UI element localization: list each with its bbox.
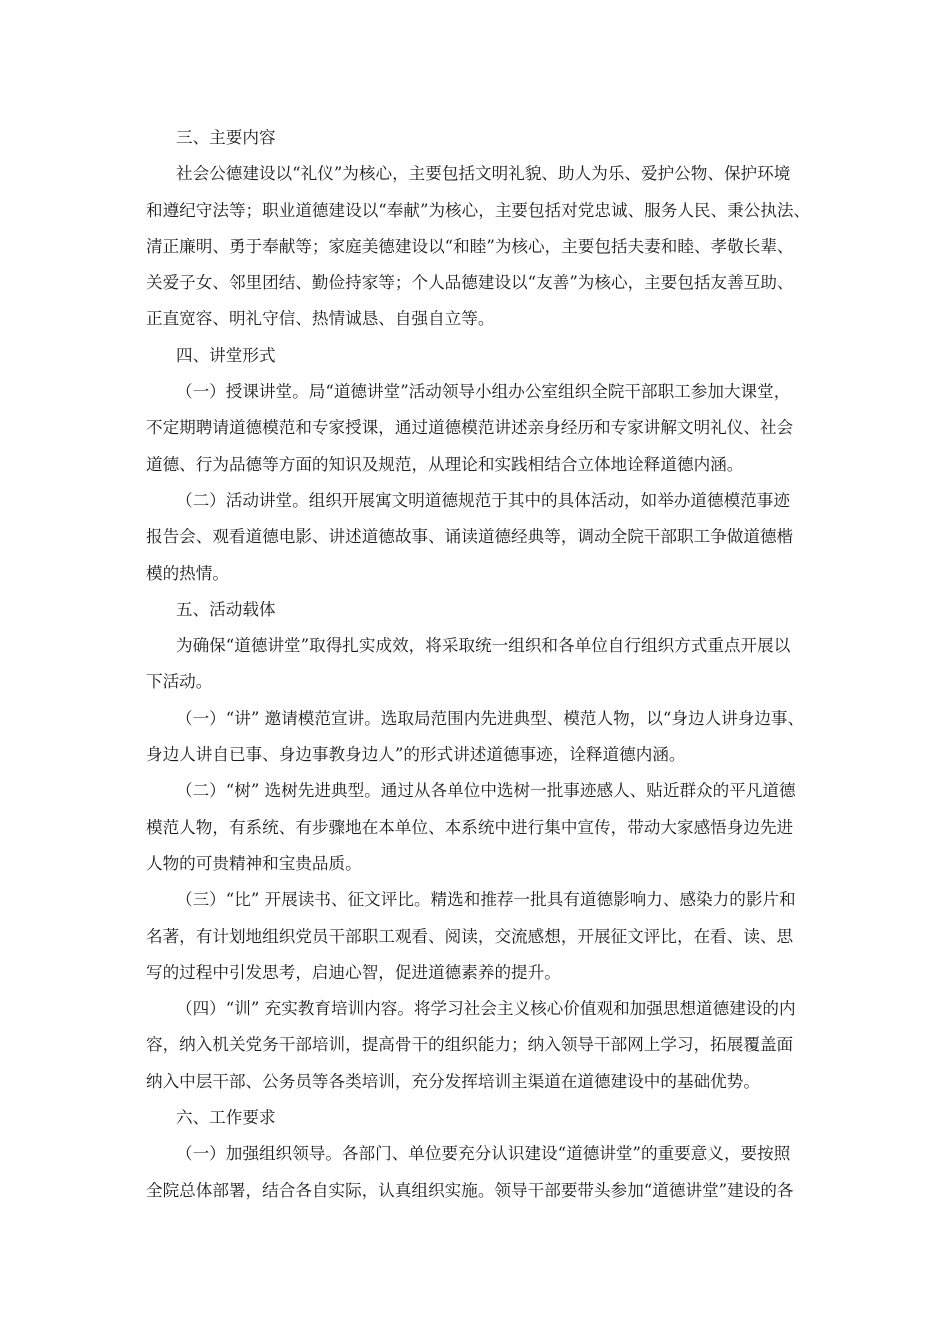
paragraph-line: 容，纳入机关党务干部培训，提高骨干的组织能力；纳入领导干部网上学习，拓展覆盖面 <box>146 1035 794 1055</box>
section-heading: 三、主要内容 <box>176 128 276 147</box>
paragraph <box>146 628 814 701</box>
paragraph-line: 全院总体部署，结合各自实际，认真组织实施。领导干部要带头参加“道德讲堂”建设的各 <box>146 1180 794 1200</box>
paragraph <box>146 773 814 882</box>
paragraph-line: 纳入中层干部、公务员等各类培训，充分发挥培训主渠道在道德建设中的基础优势。 <box>146 1071 760 1091</box>
paragraph <box>146 882 814 991</box>
paragraph-line: （一）加强组织领导。各部门、单位要充分认识建设“道德讲堂”的重要意义，要按照 <box>176 1144 791 1164</box>
paragraph-line: （一）授课讲堂。局“道德讲堂”活动领导小组办公室组织全院干部职工参加大课堂， <box>176 382 791 402</box>
paragraph-line: 清正廉明、勇于奉献等；家庭美德建设以“和睦”为核心，主要包括夫妻和睦、孝敬长辈、 <box>146 236 794 256</box>
paragraph-line: 报告会、观看道德电影、讲述道德故事、诵读道德经典等，调动全院干部职工争做道德楷 <box>146 527 794 547</box>
paragraph-line: 身边人讲自已事、身边事教身边人”的形式讲述道德事迹，诠释道德内涵。 <box>146 745 686 765</box>
paragraph-line: 模的热情。 <box>146 563 229 583</box>
document-body <box>146 120 814 1209</box>
paragraph-line: （四）“训” 充实教育培训内容。将学习社会主义核心价值观和加强思想道德建设的内 <box>176 999 796 1019</box>
paragraph-line: 模范人物，有系统、有步骤地在本单位、本系统中进行集中宣传，带动大家感悟身边先进 <box>146 817 794 837</box>
paragraph <box>146 483 814 592</box>
paragraph-line: 为确保“道德讲堂”取得扎实成效，将采取统一组织和各单位自行组织方式重点开展以 <box>176 636 791 656</box>
paragraph-line: 和遵纪守法等；职业道德建设以“奉献”为核心，主要包括对党忠诚、服务人民、秉公执法、 <box>146 200 811 220</box>
section-heading: 六、工作要求 <box>176 1108 276 1128</box>
paragraph-line: 关爱子女、邻里团结、勤俭持家等；个人品德建设以“友善”为核心，主要包括友善互助、 <box>146 273 794 293</box>
paragraph <box>146 701 814 774</box>
paragraph-line: （一）“讲” 邀请模范宣讲。选取局范围内先进典型、模范人物，以“身边人讲身边事、 <box>176 708 805 728</box>
paragraph-line: 人物的可贵精神和宝贵品质。 <box>146 853 362 873</box>
paragraph <box>146 156 814 337</box>
paragraph-line: （二）“树” 选树先进典型。通过从各单位中选树一批事迹感人、贴近群众的平凡道德 <box>176 781 796 801</box>
paragraph-line: （二）活动讲堂。组织开展寓文明道德规范于其中的具体活动，如举办道德模范事迹 <box>176 490 790 510</box>
paragraph <box>146 374 814 483</box>
paragraph-line: 下活动。 <box>146 672 213 692</box>
section-heading: 四、讲堂形式 <box>176 345 276 365</box>
paragraph-line: 社会公德建设以“礼仪”为核心，主要包括文明礼貌、助人为乐、爱护公物、保护环境 <box>176 164 791 184</box>
paragraph-line: 写的过程中引发思考，启迪心智，促进道德素养的提升。 <box>146 962 561 982</box>
section-heading: 五、活动载体 <box>176 599 276 619</box>
paragraph-line: 不定期聘请道德模范和专家授课，通过道德模范讲述亲身经历和专家讲解文明礼仪、社会 <box>146 418 794 438</box>
paragraph <box>146 1136 814 1209</box>
paragraph-line: 正直宽容、明礼守信、热情诚恳、自强自立等。 <box>146 309 495 329</box>
paragraph-line: （三）“比” 开展读书、征文评比。精选和推荐一批具有道德影响力、感染力的影片和 <box>176 890 796 910</box>
paragraph-line: 道德、行为品德等方面的知识及规范，从理论和实践相结合立体地诠释道德内涵。 <box>146 454 744 474</box>
paragraph-line: 名著，有计划地组织党员干部职工观看、阅读，交流感想，开展征文评比，在看、读、思 <box>146 926 794 946</box>
paragraph <box>146 991 814 1100</box>
